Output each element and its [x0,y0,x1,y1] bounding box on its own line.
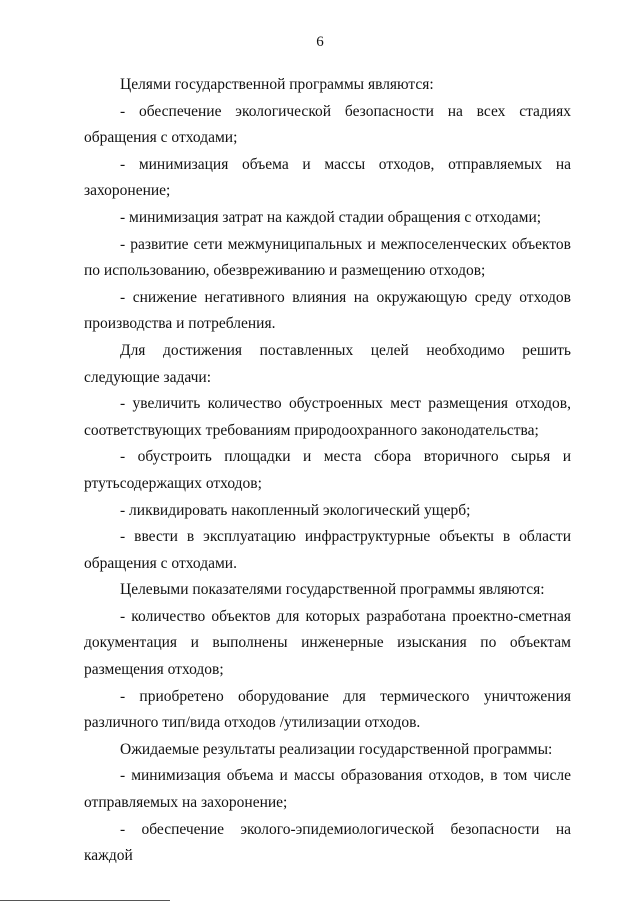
list-item: - увеличить количество обустроенных мест размещения отходов, соответствующих требованиям природоохранного законодательства; [84,395,571,439]
paragraph: Ожидаемые результаты реализации государственной программы: [120,740,553,758]
list-item: - ликвидировать накопленный экологический ущерб; [120,501,471,519]
paragraph: Целевыми показателями государственной программы являются: [120,581,545,599]
page-bottom-rule [0,900,170,901]
list-item: - снижение негативного влияния на окружающую среду отходов производства и потребления. [84,288,571,333]
list-item: - обустроить площадки и места сбора вторичного сырья и ртутьсодержащих отходов; [84,448,571,492]
list-item: - приобретено оборудование для термического уничтожения различного тип/вида отходов /утилизации отходов. [84,687,571,732]
paragraph: Целями государственной программы являются: [120,76,434,93]
list-item: - минимизация объема и массы образования отходов, в том числе отправляемых на захоронение; [84,767,571,812]
list-item: - развитие сети межмуниципальных и межпоселенческих объектов по использованию, обезвреживанию и размещению отходов; [84,235,571,280]
list-item: - минимизация затрат на каждой стадии обращения с отходами; [120,208,542,226]
list-item: - количество объектов для которых разработана проектно-сметная документация и выполнены инженерные изыскания по объектам размещения отходов; [84,607,571,679]
document-body [84,72,571,870]
list-item: - обеспечение эколого-эпидемиологической безопасности на каждой [84,820,571,865]
list-item: - минимизация объема и массы отходов, отправляемых на захоронение; [84,155,571,200]
page-number: 6 [316,34,324,50]
list-item: - ввести в эксплуатацию инфраструктурные объекты в области обращения с отходами. [84,528,571,572]
paragraph: Для достижения поставленных целей необходимо решить следующие задачи: [84,341,571,386]
list-item: - обеспечение экологической безопасности на всех стадиях обращения с отходами; [84,102,571,147]
